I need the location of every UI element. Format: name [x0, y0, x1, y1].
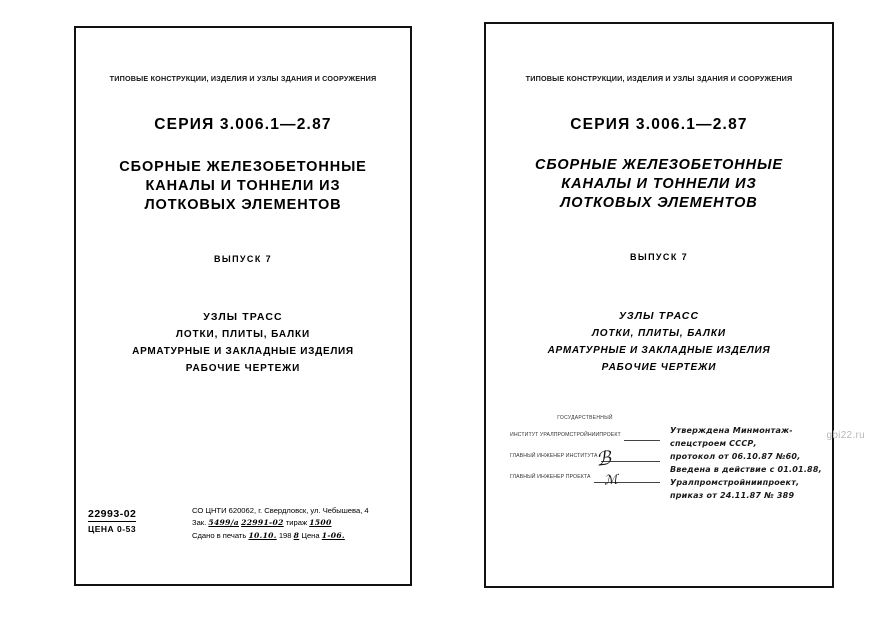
section-line-3-right: АРМАТУРНЫЕ И ЗАКЛАДНЫЕ ИЗДЕЛИЯ: [547, 345, 771, 356]
order-number: 22991-02: [241, 518, 284, 527]
stamp-label-institute: ИНСТИТУТ УРАЛПРОМСТРОЙНИИПРОЕКТ: [510, 432, 621, 438]
imprint-printing-row: [192, 530, 398, 543]
section-line-3: АРМАТУРНЫЕ И ЗАКЛАДНЫЕ ИЗДЕЛИЯ: [132, 346, 354, 357]
document-sections: [74, 311, 412, 374]
approval-line-1: Утверждена Минмонтаж-: [670, 426, 793, 435]
order-label: Зак.: [192, 518, 207, 527]
price-value: 0-53: [117, 524, 137, 534]
document-issue-right: ВЫПУСК 7: [629, 252, 689, 262]
imprint-publisher: СО ЦНТИ 620062, г. Свердловск, ул. Чебышева, 4: [192, 505, 369, 515]
circulation-value: 1500: [309, 518, 332, 527]
document-issue: ВЫПУСК 7: [213, 254, 273, 264]
document-sections-right: [484, 310, 834, 373]
title-line-2-right: КАНАЛЫ И ТОННЕЛИ ИЗ: [561, 176, 757, 192]
stamp-rule-1: [624, 433, 660, 441]
stamp-row-project-engineer: [510, 471, 660, 483]
imprint-block: [192, 505, 398, 543]
printing-date: 10.10.: [248, 530, 277, 540]
stamp-row-chief-engineer: [510, 450, 660, 462]
title-line-1-right: СБОРНЫЕ ЖЕЛЕЗОБЕТОННЫЕ: [535, 157, 783, 173]
circulation-label: тираж: [285, 518, 308, 527]
approval-stamp-block: [670, 424, 822, 502]
section-line-4: РАБОЧИЕ ЧЕРТЕЖИ: [185, 363, 301, 374]
document-main-title-right: [484, 156, 834, 213]
document-main-title: [74, 158, 412, 215]
price-line: [88, 524, 180, 534]
title-line-2: КАНАЛЫ И ТОННЕЛИ ИЗ: [145, 178, 341, 194]
approval-line-3: протокол от 06.10.87 №60,: [670, 452, 801, 461]
signature-chief-engineer: ℬ: [594, 447, 613, 471]
approval-line-4: Введена в действие с 01.01.88,: [670, 465, 822, 474]
document-header-line-right: ТИПОВЫЕ КОНСТРУКЦИИ, ИЗДЕЛИЯ И УЗЛЫ ЗДАНИЯ И СООРУЖЕНИЯ: [525, 74, 793, 83]
stamp-row-institute: [510, 429, 660, 441]
document-series-right: СЕРИЯ 3.006.1—2.87: [570, 116, 748, 133]
document-header-line: ТИПОВЫЕ КОНСТРУКЦИИ, ИЗДЕЛИЯ И УЗЛЫ ЗДАНИЯ И СООРУЖЕНИЯ: [109, 74, 377, 83]
watermark: gbi22.ru: [826, 430, 865, 441]
order-handwritten: 5499/а: [208, 518, 240, 527]
printing-label: Сдано в печать: [192, 530, 247, 540]
document-series: СЕРИЯ 3.006.1—2.87: [154, 116, 332, 133]
stamp-title: ГОСУДАРСТВЕННЫЙ: [557, 415, 613, 421]
title-line-3: ЛОТКОВЫХ ЭЛЕМЕНТОВ: [144, 197, 342, 213]
document-page-left: [74, 26, 412, 586]
section-line-2: ЛОТКИ, ПЛИТЫ, БАЛКИ: [175, 329, 311, 340]
title-line-3-right: ЛОТКОВЫХ ЭЛЕМЕНТОВ: [560, 195, 758, 211]
stamp-label-project-engineer: ГЛАВНЫЙ ИНЖЕНЕР ПРОЕКТА: [510, 474, 591, 480]
approval-line-2: спецстроем СССР,: [670, 439, 757, 448]
section-line-1: УЗЛЫ ТРАСС: [203, 311, 283, 323]
document-page-right: [484, 22, 834, 588]
catalog-code-block: [88, 508, 180, 534]
title-line-1: СБОРНЫЕ ЖЕЛЕЗОБЕТОННЫЕ: [119, 159, 367, 175]
imprint-order-row: [192, 517, 398, 530]
stamp-label-chief-engineer: ГЛАВНЫЙ ИНЖЕНЕР ИНСТИТУТА: [510, 453, 598, 459]
page-content-left: [74, 26, 412, 586]
price2-value: 1-06.: [321, 530, 345, 540]
section-line-2-right: ЛОТКИ, ПЛИТЫ, БАЛКИ: [592, 328, 726, 339]
price2-label: Цена: [301, 530, 320, 540]
signature-project-engineer: ℳ: [603, 472, 619, 489]
catalog-code: 22993-02: [88, 508, 137, 520]
section-line-1-right: УЗЛЫ ТРАСС: [618, 310, 700, 322]
price-label: ЦЕНА: [88, 524, 115, 534]
section-line-4-right: РАБОЧИЕ ЧЕРТЕЖИ: [601, 362, 717, 373]
approval-line-5: Уралпромстройниипроект,: [670, 478, 800, 487]
institute-stamp-block: [510, 412, 660, 492]
page-content-right: [484, 22, 834, 588]
approval-line-6: приказ от 24.11.87 № 389: [670, 491, 795, 500]
printing-year-suffix: 8: [293, 530, 300, 540]
printing-year: 198: [278, 530, 292, 540]
